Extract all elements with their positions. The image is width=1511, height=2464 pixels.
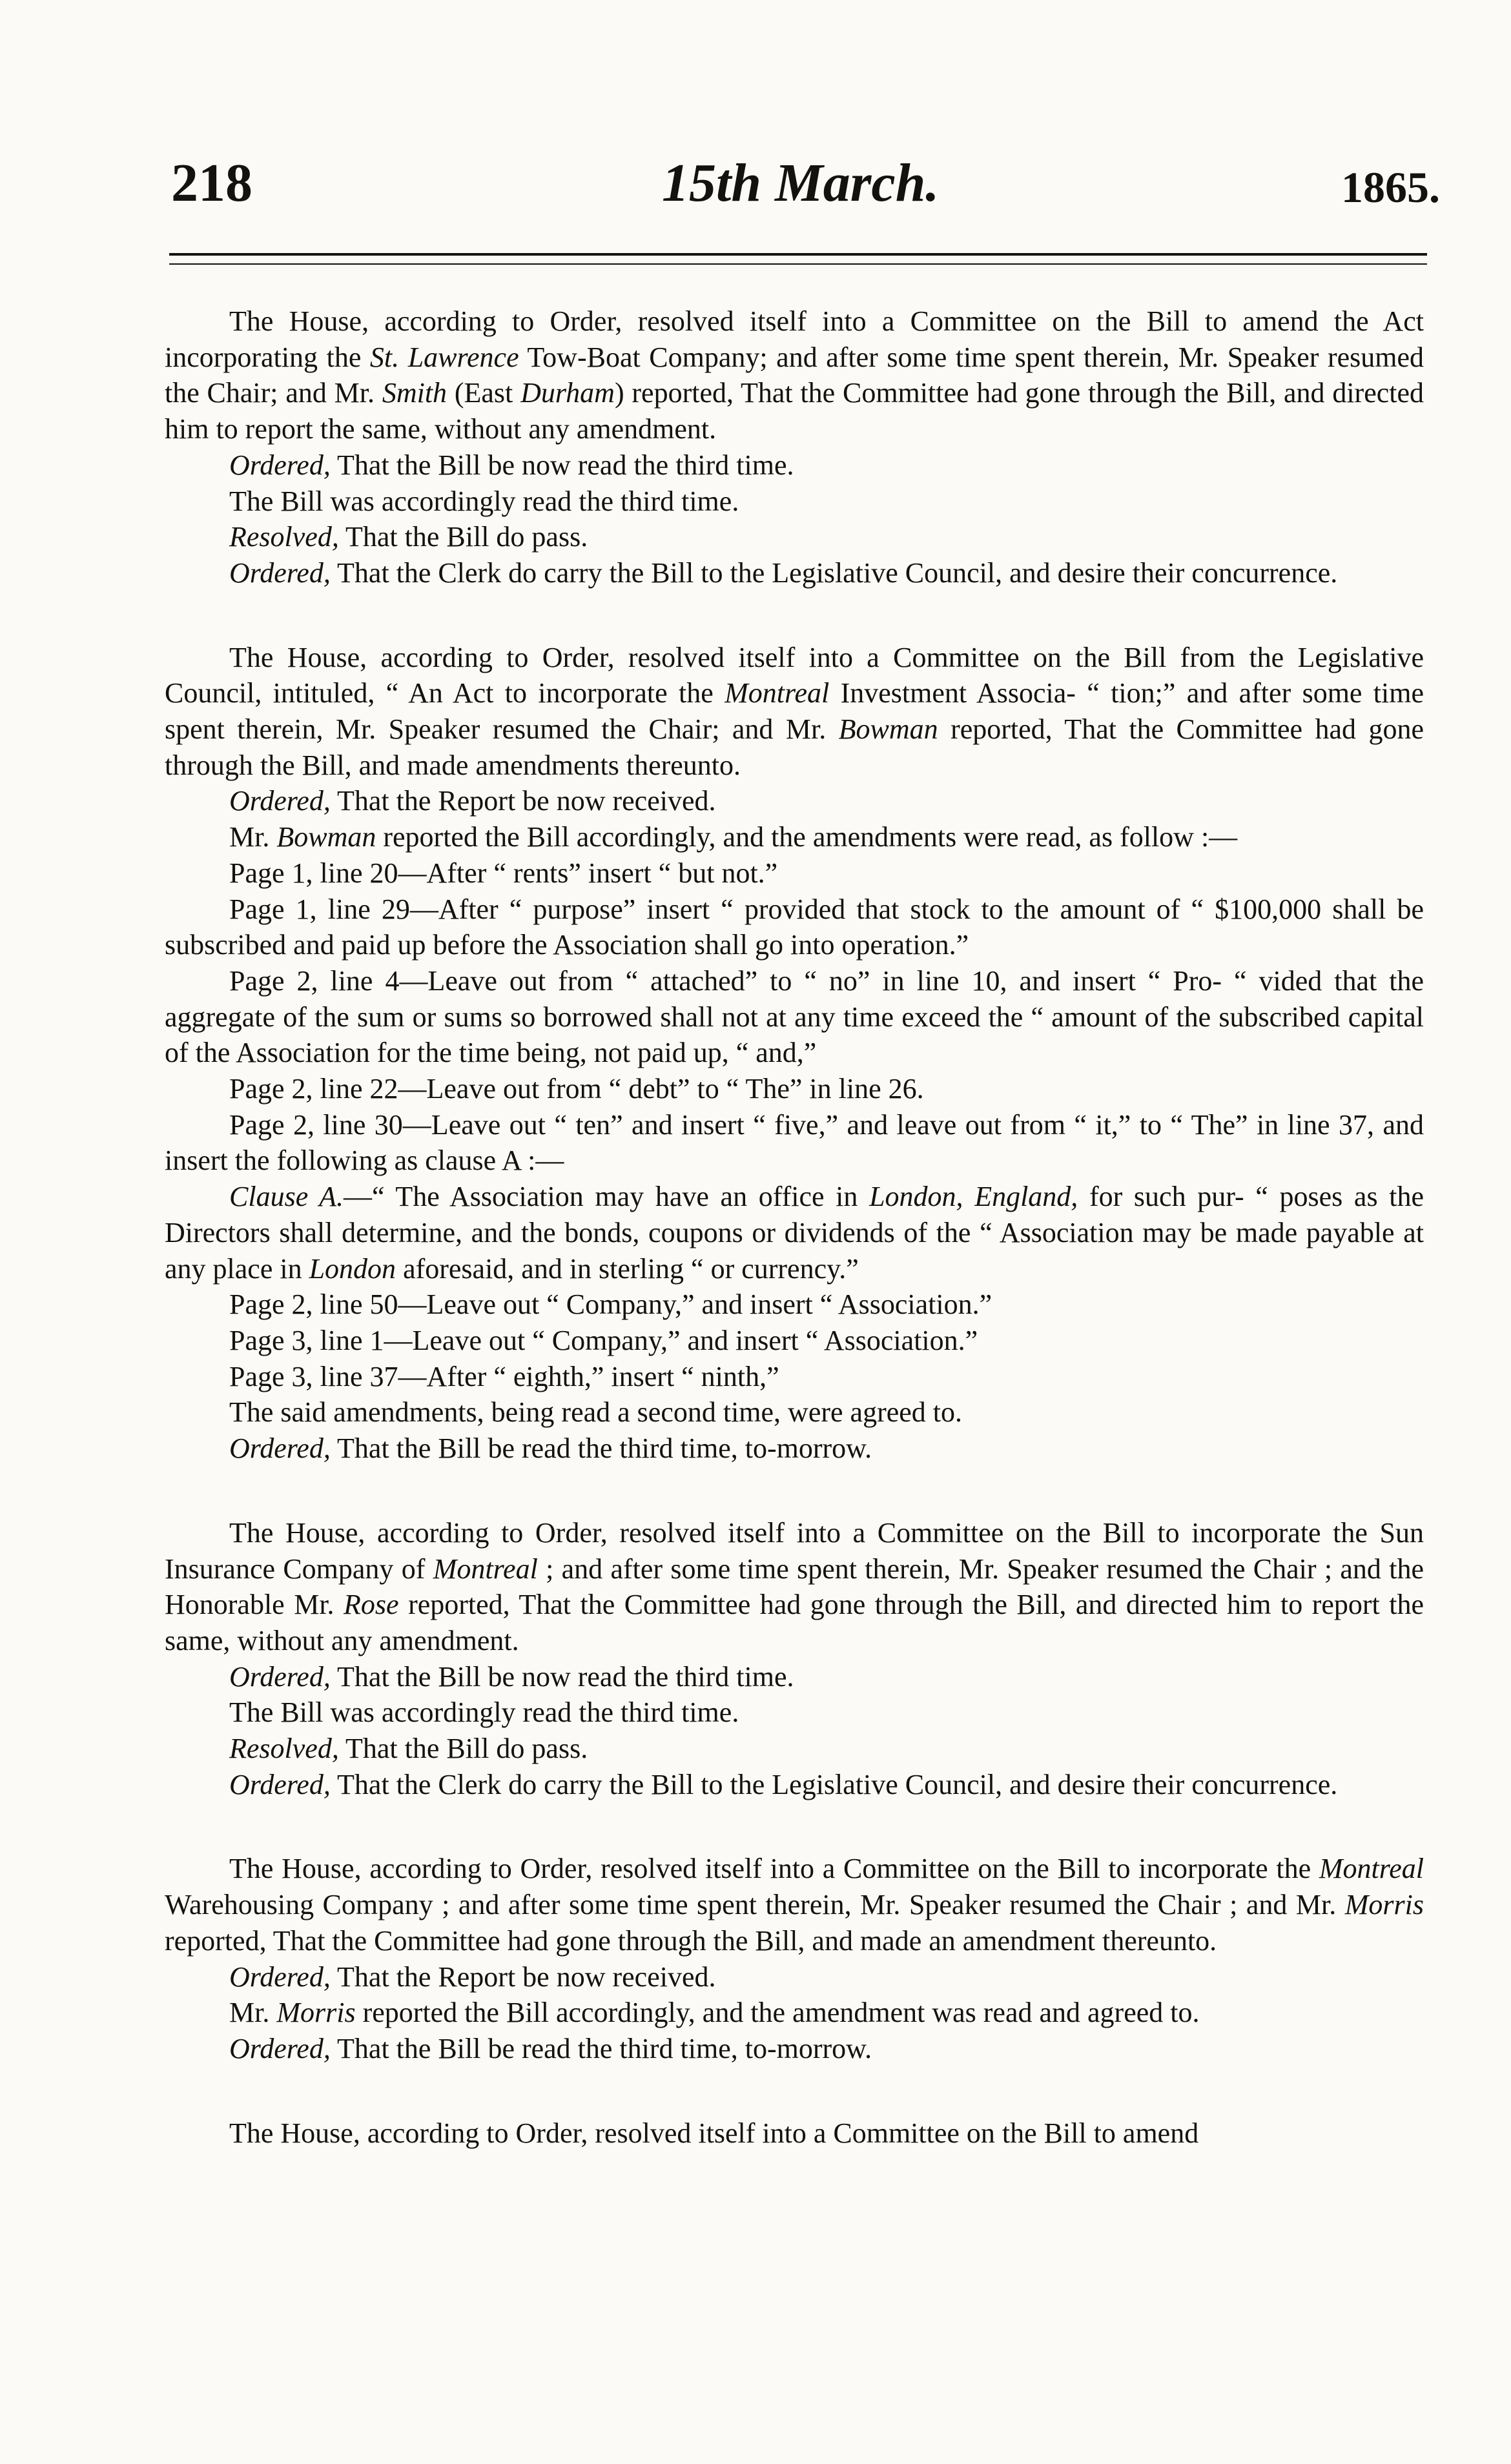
paragraph (165, 1394, 1424, 1431)
text-run: Page 2, line 50—Leave out “ Company,” and insert “ Association.” (229, 1288, 992, 1321)
paragraph (165, 1179, 1424, 1287)
italic-text-run: Ordered, (229, 2032, 331, 2064)
italic-text-run: Bowman (276, 821, 376, 853)
text-run: The House, according to Order, resolved itself into a Committee on the Bill to incorporate the Sun Insurance Company of (165, 1516, 1424, 1585)
italic-text-run: Montreal (725, 677, 830, 709)
proceeding-block (165, 303, 1424, 591)
paragraph (165, 1659, 1424, 1695)
italic-text-run: Resolved, (229, 521, 339, 553)
italic-text-run: Ordered, (229, 449, 331, 481)
text-run: Mr. (229, 821, 277, 853)
paragraph (165, 819, 1424, 855)
proceeding-block (165, 1851, 1424, 2066)
text-run: Warehousing Company ; and after some time spent therein, Mr. Speaker resumed the Chair ; and Mr. (165, 1889, 1345, 1921)
text-run: aforesaid, and in sterling “ or currency.” (396, 1252, 859, 1285)
proceeding-block (165, 640, 1424, 1467)
text-run: Page 3, line 1—Leave out “ Company,” and insert “ Association.” (229, 1324, 978, 1356)
paragraph (165, 519, 1424, 555)
italic-text-run: Morris (1344, 1889, 1424, 1921)
proceeding-block (165, 1515, 1424, 1803)
text-run: The Bill was accordingly read the third time. (229, 485, 739, 517)
italic-text-run: Smith (382, 377, 447, 409)
paragraph (165, 1323, 1424, 1359)
text-run: That the Bill be now read the third time. (330, 449, 794, 481)
paragraph (165, 1107, 1424, 1179)
text-run: That the Report be now received. (330, 1960, 716, 1993)
text-run: Page 1, line 20—After “ rents” insert “ but not.” (229, 857, 778, 889)
paragraph (165, 1731, 1424, 1767)
text-run: That the Clerk do carry the Bill to the Legislative Council, and desire their concurrence. (330, 1768, 1338, 1800)
paragraph (165, 1959, 1424, 1995)
text-run: Mr. (229, 1997, 277, 2029)
italic-text-run: Clause A. (229, 1181, 344, 1213)
header-rule-thin (169, 263, 1427, 265)
text-run: That the Bill be now read the third time. (330, 1660, 794, 1693)
paragraph (165, 1995, 1424, 2031)
text-run: That the Bill be read the third time, to-morrow. (330, 1432, 872, 1465)
text-run: The said amendments, being read a second time, were agreed to. (229, 1396, 962, 1429)
text-run: That the Report be now received. (330, 785, 716, 817)
text-run: Page 3, line 37—After “ eighth,” insert “ ninth,” (229, 1360, 779, 1392)
italic-text-run: Durham (520, 377, 615, 409)
paragraph (165, 1695, 1424, 1731)
text-run: for such pur- “ poses as the Directors shall determine, and the bonds, coupons or dividends of the “ Association may be made payable at any place in (165, 1181, 1424, 1285)
page-header (171, 152, 1440, 229)
italic-text-run: Ordered, (229, 1660, 331, 1693)
page-number: 218 (171, 153, 252, 213)
text-run: —“ The Association may have an office in (343, 1181, 870, 1213)
paragraph (165, 1767, 1424, 1803)
paragraph (165, 2031, 1424, 2067)
paragraph (165, 855, 1424, 891)
italic-text-run: Montreal (433, 1553, 538, 1585)
text-run: Page 2, line 22—Leave out from “ debt” to “ The” in line 26. (229, 1073, 924, 1105)
italic-text-run: Ordered, (229, 1432, 331, 1465)
text-run: ) reported, That the Committee had gone through the Bill, and directed him to report the same, without any amendment. (165, 377, 1424, 445)
italic-text-run: Ordered, (229, 785, 331, 817)
italic-text-run: Montreal (1319, 1853, 1424, 1885)
text-run: Page 2, line 4—Leave out from “ attached” to “ no” in line 10, and insert “ Pro- “ vided that the aggregate of the sum or sums so borrowed shall not at any time exceed the “ amount of the subscribed capital of the Association for the time being, not paid up, “ and,” (165, 964, 1424, 1069)
text-run: That the Bill do pass. (338, 1733, 588, 1765)
text-run: Tow-Boat Company; and after some time spent therein, Mr. Speaker resumed the Chair; and Mr. (165, 341, 1424, 409)
paragraph (165, 783, 1424, 819)
text-run: reported, That the Committee had gone through the Bill, and made an amendment thereunto. (165, 1924, 1217, 1957)
italic-text-run: Ordered, (229, 1960, 331, 1993)
text-run: The House, according to Order, resolved itself into a Committee on the Bill to incorporate the (229, 1853, 1319, 1885)
text-run: ; and after some time spent therein, Mr. Speaker resumed the Chair ; and the Honorable Mr. (165, 1553, 1424, 1621)
text-run: reported the Bill accordingly, and the amendment was read and agreed to. (355, 1997, 1200, 2029)
italic-text-run: Ordered, (229, 1768, 331, 1800)
text-run: Investment Associa- “ tion;” and after some time spent therein, Mr. Speaker resumed the Chair; and Mr. (165, 677, 1424, 746)
italic-text-run: London (309, 1252, 396, 1285)
text-run: That the Bill do pass. (338, 521, 588, 553)
italic-text-run: London, England, (869, 1181, 1078, 1213)
paragraph (165, 640, 1424, 784)
header-rule-thick (169, 253, 1427, 256)
text-run: The Bill was accordingly read the third time. (229, 1696, 739, 1729)
text-run: Page 1, line 29—After “ purpose” insert “ provided that stock to the amount of “ $100,000 shall be subscribed and paid up before the Association shall go into operation.” (165, 893, 1424, 961)
text-run: That the Bill be read the third time, to-morrow. (330, 2032, 872, 2064)
text-run: (East (447, 377, 521, 409)
paragraph (165, 1431, 1424, 1467)
paragraph (165, 484, 1424, 520)
page-year: 1865. (1341, 163, 1440, 212)
paragraph (165, 891, 1424, 963)
italic-text-run: Ordered, (229, 556, 331, 589)
text-run: reported, That the Committee had gone through the Bill, and directed him to report the same, without any amendment. (165, 1589, 1424, 1656)
text-run: The House, according to Order, resolved itself into a Committee on the Bill from the Legislative Council, intituled, “ An Act to incorporate the (165, 641, 1424, 709)
paragraph (165, 1851, 1424, 1959)
italic-text-run: St. Lawrence (369, 341, 519, 373)
italic-text-run: Bowman (838, 713, 938, 746)
text-run: That the Clerk do carry the Bill to the Legislative Council, and desire their concurrence. (330, 556, 1338, 589)
paragraph (165, 1359, 1424, 1395)
text-run: The House, according to Order, resolved itself into a Committee on the Bill to amend (229, 2117, 1199, 2149)
paragraph (165, 963, 1424, 1071)
italic-text-run: Rose (344, 1589, 399, 1621)
text-run: reported, That the Committee had gone through the Bill, and made amendments thereunto. (165, 713, 1424, 781)
italic-text-run: Morris (276, 1997, 356, 2029)
paragraph (165, 1287, 1424, 1323)
proceeding-block (165, 2115, 1424, 2152)
page-date: 15th March. (662, 153, 940, 213)
text-run: Page 2, line 30—Leave out “ ten” and insert “ five,” and leave out from “ it,” to “ The” in line 37, and insert the following as clause A :— (165, 1108, 1424, 1177)
paragraph (165, 1515, 1424, 1659)
paragraph (165, 2115, 1424, 2152)
paragraph (165, 555, 1424, 591)
paragraph (165, 1071, 1424, 1107)
italic-text-run: Resolved, (229, 1733, 339, 1765)
text-run: reported the Bill accordingly, and the amendments were read, as follow :— (376, 821, 1238, 853)
document-body (165, 303, 1424, 2151)
paragraph (165, 303, 1424, 447)
text-run: The House, according to Order, resolved itself into a Committee on the Bill to amend the Act incorporating the (165, 305, 1424, 373)
paragraph (165, 447, 1424, 484)
